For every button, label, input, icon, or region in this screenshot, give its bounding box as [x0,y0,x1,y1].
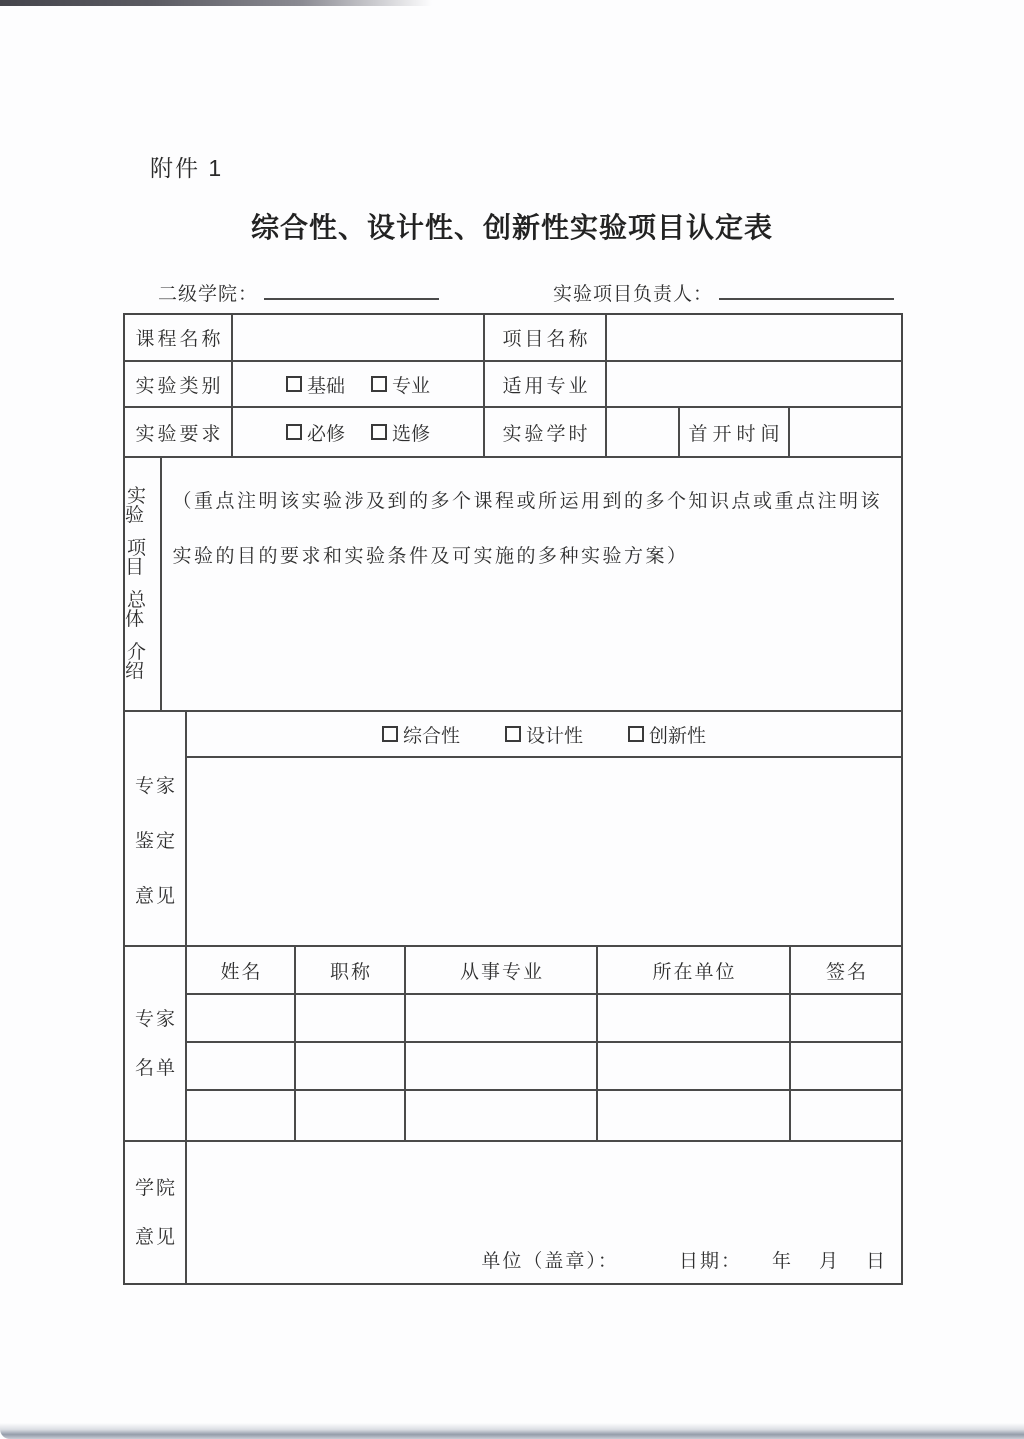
expert-name-header: 姓名 [187,947,296,993]
stamp-and-date-line [481,1246,887,1273]
project-name-value-cell [607,315,901,360]
expert-title-cell [296,995,406,1041]
expert-name-cell [187,995,296,1041]
expert-table-header-row [187,947,901,995]
checkbox-label: 基础 [306,375,345,397]
experiment-category-label: 实验类别 [125,362,233,406]
expert-major-cell [406,1043,598,1089]
expert-table-row [187,1091,901,1140]
scan-artifact-top-edge [0,0,432,6]
unit-stamp-label: 单位（盖章）： [481,1251,619,1272]
month-label: 月 [818,1251,840,1272]
college-field-label: 二级学院： [158,284,259,305]
expert-opinion-writing-area [187,758,901,945]
scan-artifact-bottom-edge [0,1423,1024,1439]
checkbox-icon[interactable] [628,726,644,742]
checkbox-option-required [286,419,345,446]
expert-name-cell [187,1091,296,1140]
expert-list-table [187,947,901,1140]
checkbox-option-professional [371,371,430,398]
overview-section-label: 实验 项目 总体 介绍 [125,458,162,710]
expert-unit-cell [598,1043,791,1089]
project-leader-field [553,279,894,306]
experiment-requirement-options [233,408,485,456]
checkbox-label: 创新性 [649,725,707,747]
expert-major-cell [406,1091,598,1140]
checkbox-icon[interactable] [382,726,398,742]
expert-signature-cell [791,995,901,1041]
experiment-requirement-label: 实验要求 [125,408,233,456]
expert-opinion-content [187,712,901,945]
checkbox-option-elective [371,419,430,446]
experiment-hours-label: 实验学时 [485,408,607,456]
section-expert-opinion [125,712,901,947]
expert-table-row [187,995,901,1043]
opinion-type-options [187,712,901,758]
attachment-label: 附件 1 [150,155,224,181]
overview-instruction-note: （重点注明该实验涉及到的多个课程或所运用到的多个知识点或重点注明该实验的目的要求和实验条件及可实施的多种实验方案） [172,491,882,567]
course-name-label: 课程名称 [125,315,233,360]
project-leader-field-label: 实验项目负责人： [553,284,714,305]
checkbox-icon[interactable] [286,376,302,392]
row-course-project [125,315,901,362]
expert-major-cell [406,995,598,1041]
checkbox-label: 必修 [306,423,345,445]
college-field-blank [264,282,439,300]
expert-table-row [187,1043,901,1091]
checkbox-label: 专业 [392,375,431,397]
expert-major-header: 从事专业 [406,947,598,993]
applicable-major-label: 适用专业 [485,362,607,406]
checkbox-option-innovative [628,721,706,748]
checkbox-label: 综合性 [402,725,460,747]
first-open-time-label: 首开时间 [680,408,790,456]
day-label: 日 [865,1251,887,1272]
checkbox-icon[interactable] [371,376,387,392]
expert-opinion-section-label: 专家 鉴定 意见 [125,712,187,945]
expert-title-cell [296,1091,406,1140]
checkbox-option-design [505,721,583,748]
expert-signature-cell [791,1091,901,1140]
checkbox-icon[interactable] [505,726,521,742]
expert-signature-header: 签名 [825,961,868,983]
expert-unit-header: 所在单位 [598,947,791,993]
project-leader-field-blank [719,282,894,300]
overview-content-area [162,458,901,710]
experiment-category-options [233,362,485,406]
form-title: 综合性、设计性、创新性实验项目认定表 [250,212,773,243]
college-opinion-content [187,1142,901,1283]
year-label: 年 [771,1251,793,1272]
date-label: 日期： [678,1251,742,1272]
expert-unit-cell [598,1091,791,1140]
expert-title-header: 职称 [296,947,406,993]
row-requirement-hours [125,408,901,458]
checkbox-option-comprehensive [382,721,460,748]
expert-unit-cell [598,995,791,1041]
expert-list-section-label: 专家 名单 [125,947,187,1140]
checkbox-option-basic [286,371,345,398]
overview-writing-area [162,584,901,710]
experiment-hours-value-cell [607,408,680,456]
section-project-overview [125,458,901,712]
section-expert-list [125,947,901,1142]
checkbox-icon[interactable] [286,424,302,440]
course-name-value-cell [233,315,485,360]
expert-signature-cell [791,1043,901,1089]
expert-title-cell [296,1043,406,1089]
checkbox-label: 选修 [392,423,431,445]
header-fields-row [0,279,1024,305]
expert-name-cell [187,1043,296,1089]
checkbox-label: 设计性 [525,725,583,747]
first-open-time-value-cell [790,408,901,456]
checkbox-icon[interactable] [371,424,387,440]
college-opinion-section-label: 学院 意见 [125,1142,187,1283]
form-table [123,313,903,1285]
college-field [158,279,439,306]
row-category-major [125,362,901,408]
section-college-opinion [125,1142,901,1283]
project-name-label: 项目名称 [485,315,607,360]
applicable-major-value-cell [607,362,901,406]
